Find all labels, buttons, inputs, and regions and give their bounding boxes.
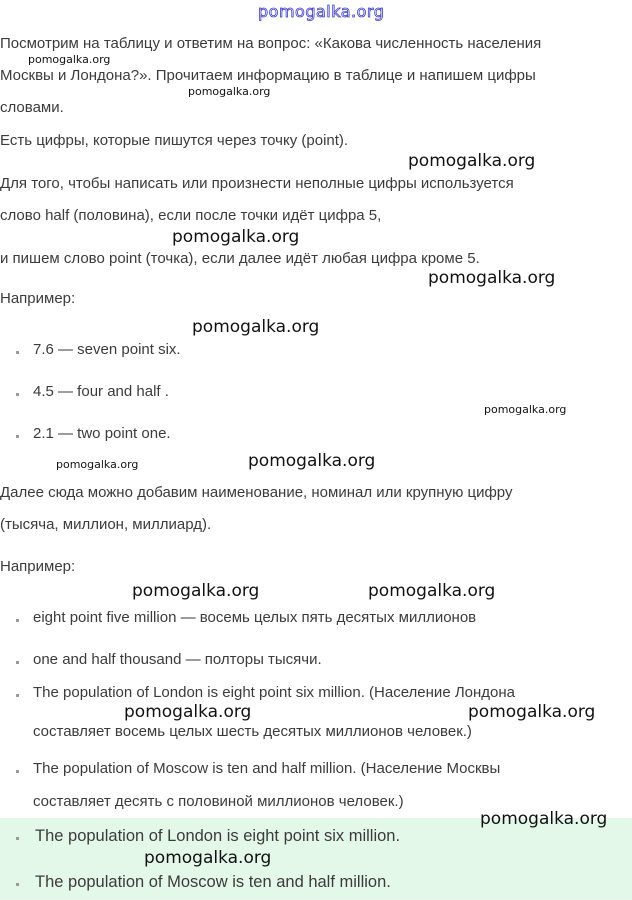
answer-london: The population of London is eight point six million. [35,827,401,845]
list-item: The population of Moscow is ten and half million. (Население Москвы [33,760,501,777]
watermark: pomogalka.org [368,581,496,601]
watermark: pomogalka.org [480,809,608,829]
watermark: pomogalka.org [172,227,300,247]
list-item: 7.6 — seven point six. [33,341,181,358]
intro-line: Москвы и Лондона?». Прочитаем информацию в таблице и напишем цифры [0,67,536,84]
rule-line: Для того, чтобы написать или произнести неполные цифры используется [0,175,514,192]
example-label: Например: [0,558,76,575]
intro-line: Посмотрим на таблицу и ответим на вопрос: «Какова численность населения [0,35,542,52]
watermark: pomogalka.org [248,451,376,471]
example-label: Например: [0,290,76,307]
more-line: (тысяча, миллион, миллиард). [0,516,212,533]
watermark: pomogalka.org [258,2,385,21]
watermark: pomogalka.org [28,53,111,66]
list-item-cont: составляет десять с половиной миллионов человек.) [33,793,404,810]
watermark: pomogalka.org [428,268,556,288]
list-item: one and half thousand — полторы тысячи. [33,651,322,668]
watermark: pomogalka.org [484,403,567,416]
rule-line-2: и пишем слово point (точка), если далее идёт любая цифра кроме 5. [0,250,480,267]
rule-line: слово half (половина), если после точки идёт цифра 5, [0,207,382,224]
intro-line: словами. [0,99,64,116]
bullet-icon [16,661,19,664]
bullet-icon [16,837,19,840]
bullet-icon [16,619,19,622]
bullet-icon [16,883,19,886]
answer-moscow: The population of Moscow is ten and half million. [35,873,391,891]
list-item-cont: составляет восемь целых шесть десятых миллионов человек.) [33,723,472,740]
bullet-icon [16,770,19,773]
watermark: pomogalka.org [56,458,139,471]
list-item: 4.5 — four and half . [33,383,169,400]
bullet-icon [16,435,19,438]
bullet-icon [16,393,19,396]
watermark: pomogalka.org [408,151,536,171]
watermark: pomogalka.org [468,702,596,722]
list-item: 2.1 — two point one. [33,425,171,442]
watermark: pomogalka.org [188,85,271,98]
list-item: eight point five million — восемь целых пять десятых миллионов [33,609,477,626]
bullet-icon [16,351,19,354]
point-note: Есть цифры, которые пишутся через точку (point). [0,132,349,149]
list-item: The population of London is eight point six million. (Население Лондона [33,684,516,701]
watermark: pomogalka.org [124,702,252,722]
bullet-icon [16,694,19,697]
watermark: pomogalka.org [132,581,260,601]
more-line: Далее сюда можно добавим наименование, номинал или крупную цифру [0,484,513,501]
watermark: pomogalka.org [144,848,272,868]
watermark: pomogalka.org [192,317,320,337]
